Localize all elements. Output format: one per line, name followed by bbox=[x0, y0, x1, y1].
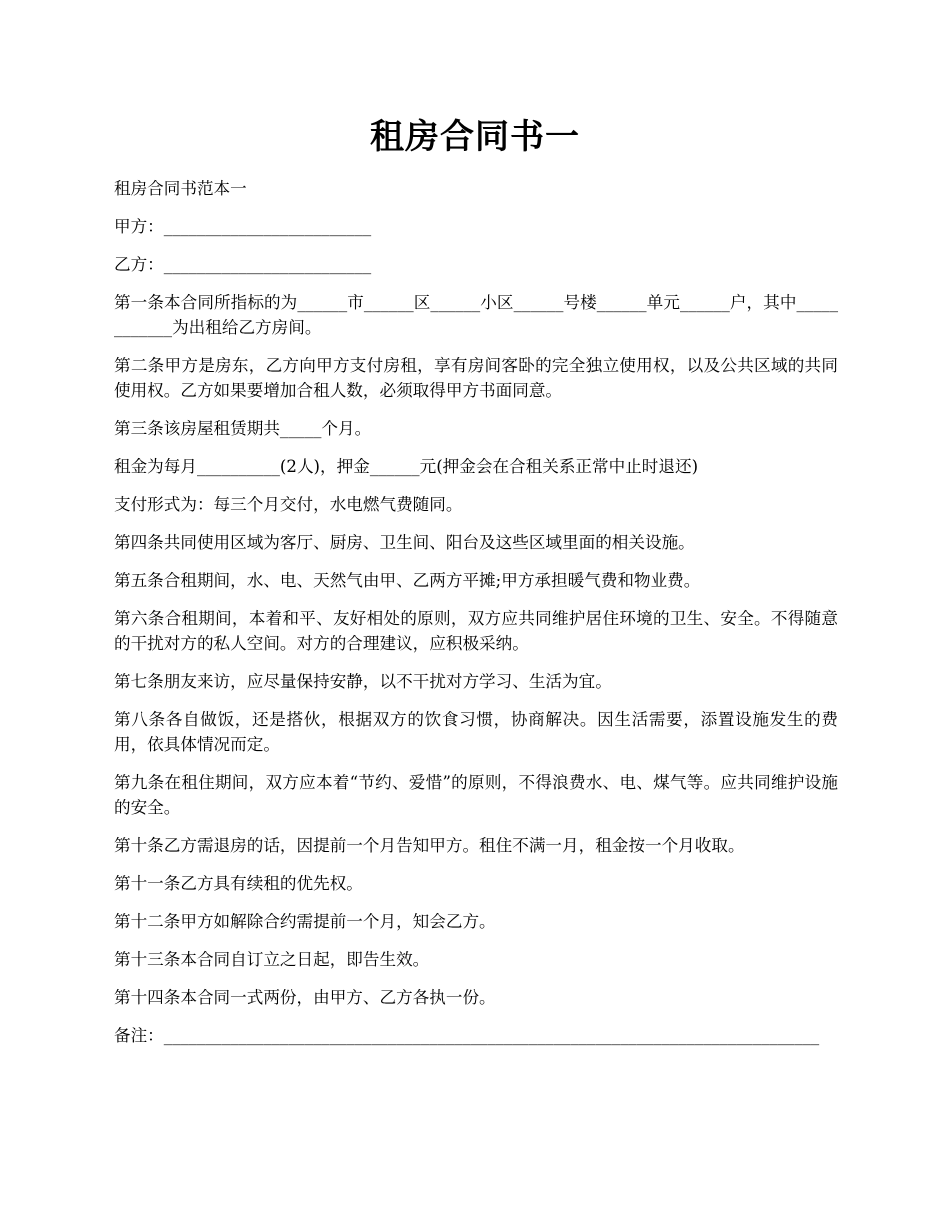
clause-9: 第九条在租住期间，双方应本着“节约、爱惜”的原则，不得浪费水、电、煤气等。应共同维护设施的安全。 bbox=[114, 773, 838, 817]
rent-deposit-line: 租金为每月__________(2人)，押金______元(押金会在合租关系正常中止时退还) bbox=[114, 457, 699, 476]
clause-13: 第十三条本合同自订立之日起，即告生效。 bbox=[114, 950, 430, 969]
clause-6: 第六条合租期间，本着和平、友好相处的原则，双方应共同维护居住环境的卫生、安全。不得随意的干扰对方的私人空间。对方的合理建议，应积极采纳。 bbox=[114, 609, 838, 653]
clause-10: 第十条乙方需退房的话，因提前一个月告知甲方。租住不满一月，租金按一个月收取。 bbox=[114, 836, 745, 855]
clause-5: 第五条合租期间，水、电、天然气由甲、乙两方平摊;甲方承担暖气费和物业费。 bbox=[114, 571, 701, 590]
remarks-line: 备注：_______________________________________________________________________________ bbox=[114, 1026, 820, 1045]
document-subtitle: 租房合同书范本一 bbox=[114, 179, 247, 198]
clause-4: 第四条共同使用区域为客厅、厨房、卫生间、阳台及这些区域里面的相关设施。 bbox=[114, 533, 695, 552]
clause-12: 第十二条甲方如解除合约需提前一个月，知会乙方。 bbox=[114, 912, 496, 931]
clause-8: 第八条各自做饭，还是搭伙，根据双方的饮食习惯，协商解决。因生活需要，添置设施发生的费用，依具体情况而定。 bbox=[114, 710, 838, 754]
payment-method-line: 支付形式为：每三个月交付，水电燃气费随同。 bbox=[114, 495, 463, 514]
clause-11: 第十一条乙方具有续租的优先权。 bbox=[114, 874, 363, 893]
party-b-line: 乙方：_________________________ bbox=[114, 255, 372, 274]
clause-1: 第一条本合同所指标的为______市______区______小区______号楼______单元______户，其中____________为出租给乙方房间。 bbox=[114, 293, 838, 337]
party-a-line: 甲方：_________________________ bbox=[114, 217, 372, 236]
clause-2: 第二条甲方是房东，乙方向甲方支付房租，享有房间客卧的完全独立使用权，以及公共区域的共同使用权。乙方如果要增加合租人数，必须取得甲方书面同意。 bbox=[114, 356, 838, 400]
document-body bbox=[114, 176, 838, 1061]
clause-14: 第十四条本合同一式两份，由甲方、乙方各执一份。 bbox=[114, 988, 496, 1007]
document-title: 租房合同书一 bbox=[370, 117, 580, 157]
clause-7: 第七条朋友来访，应尽量保持安静，以不干扰对方学习、生活为宜。 bbox=[114, 672, 612, 691]
clause-3: 第三条该房屋租赁期共_____个月。 bbox=[114, 419, 372, 438]
